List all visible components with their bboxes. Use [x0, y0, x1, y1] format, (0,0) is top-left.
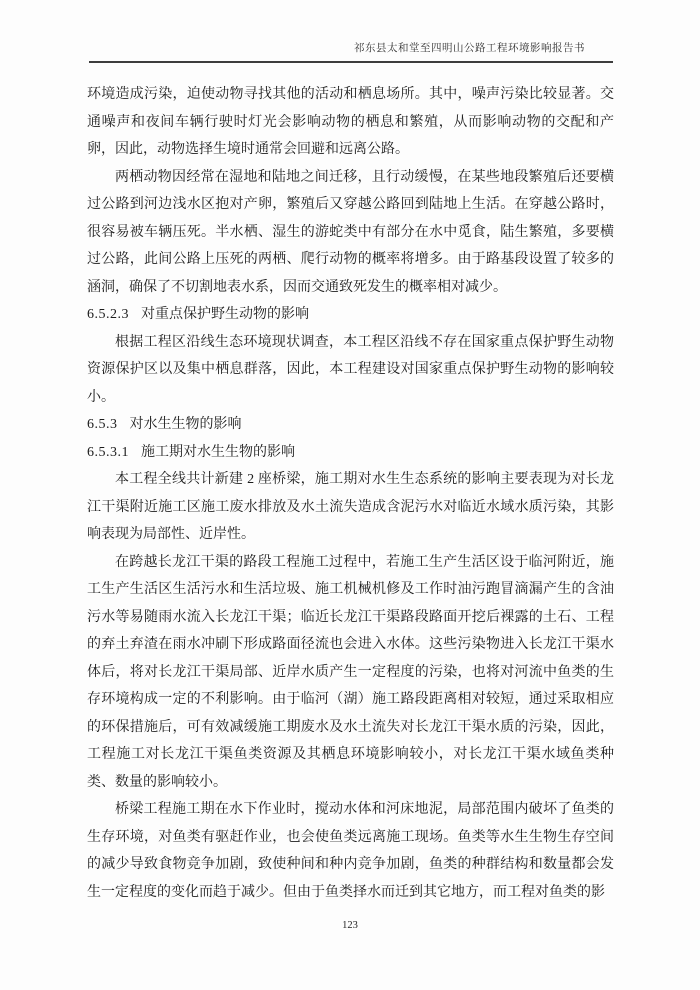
page-number: 123: [342, 920, 358, 931]
section-title: 施工期对水生生物的影响: [141, 444, 295, 460]
paragraph: 桥梁工程施工期在水下作业时，搅动水体和河床地泥，局部范围内破坏了鱼类的生存环境，对鱼类有驱赶作业，也会使鱼类远离施工现场。鱼类等水生生物生存空间的减少导致食物竞争加剧，致使种间和种内竞争加剧，鱼类的种群结构和数量都会发生一定程度的变化而趋于减少。但由于鱼类择水而迁到其它地方，而工程对鱼类的影: [87, 802, 614, 900]
section-heading: [87, 301, 614, 329]
paragraph: 在跨越长龙江干渠的路段工程施工过程中，若施工生产生活区设于临河附近，施工生产生活区生活污水和生活垃圾、施工机械机修及工作时油污跑冒滴漏产生的含油污水等易随雨水流入长龙江干渠；临近长龙江干渠路段路面开挖后裸露的土石、工程的弃土弃渣在雨水冲刷下形成路面径流也会进入水体。这些污染物进入长龙江干渠水体后，将对长龙江干渠局部、近岸水质产生一定程度的污染，也将对河流中鱼类的生存环境构成一定的不利影响。由于临河（湖）施工路段距离相对较短，通过采取相应的环保措施后，可有效减缓施工期废水及水土流失对长龙江干渠水质的污染，因此，工程施工对长龙江干渠鱼类资源及其栖息环境影响较小，对长龙江干渠水域鱼类种类、数量的影响较小。: [87, 554, 614, 790]
document-body: [87, 81, 614, 906]
paragraph-continuation: 环境造成污染，迫使动物寻找其他的活动和栖息场所。其中，噪声污染比较显著。交通噪声和夜间车辆行驶时灯光会影响动物的栖息和繁殖，从而影响动物的交配和产卵，因此，动物选择生境时通常会回避和远离公路。: [87, 87, 614, 157]
header-rule: [89, 61, 613, 63]
section-title: 对重点保护野生动物的影响: [141, 307, 309, 322]
paragraph: 根据工程区沿线生态环境现状调查，本工程区沿线不存在国家重点保护野生动物资源保护区以及集中栖息群落，因此，本工程建设对国家重点保护野生动物的影响较小。: [87, 334, 614, 405]
section-heading: [87, 439, 614, 467]
section-title: 对水生生物的影响: [129, 417, 242, 432]
section-heading: [87, 411, 614, 439]
section-number: 6.5.3: [87, 417, 118, 432]
section-number: 6.5.3.1: [87, 444, 129, 460]
paragraph: 两栖动物因经常在湿地和陆地之间迁移，且行动缓慢，在某些地段繁殖后还要横过公路到河边浅水区抱对产卵，繁殖后又穿越公路回到陆地上生活。在穿越公路时，很容易被车辆压死。半水栖、湿生的游蛇类中有部分在水中觅食，陆生繁殖，多要横过公路，此间公路上压死的两栖、爬行动物的概率将增多。由于路基段设置了较多的涵洞，确保了不切割地表水系，因而交通致死发生的概率相对减少。: [87, 169, 614, 295]
running-header-title: 祁东县太和堂至四明山公路工程环境影响报告书: [354, 43, 585, 54]
paragraph: 本工程全线共计新建 2 座桥梁，施工期对水生生态系统的影响主要表现为对长龙江干渠附近施工区施工废水排放及水土流失造成含泥污水对临近水域水质污染，其影响表现为局部性、近岸性。: [87, 472, 614, 542]
section-number: 6.5.2.3: [87, 307, 129, 322]
